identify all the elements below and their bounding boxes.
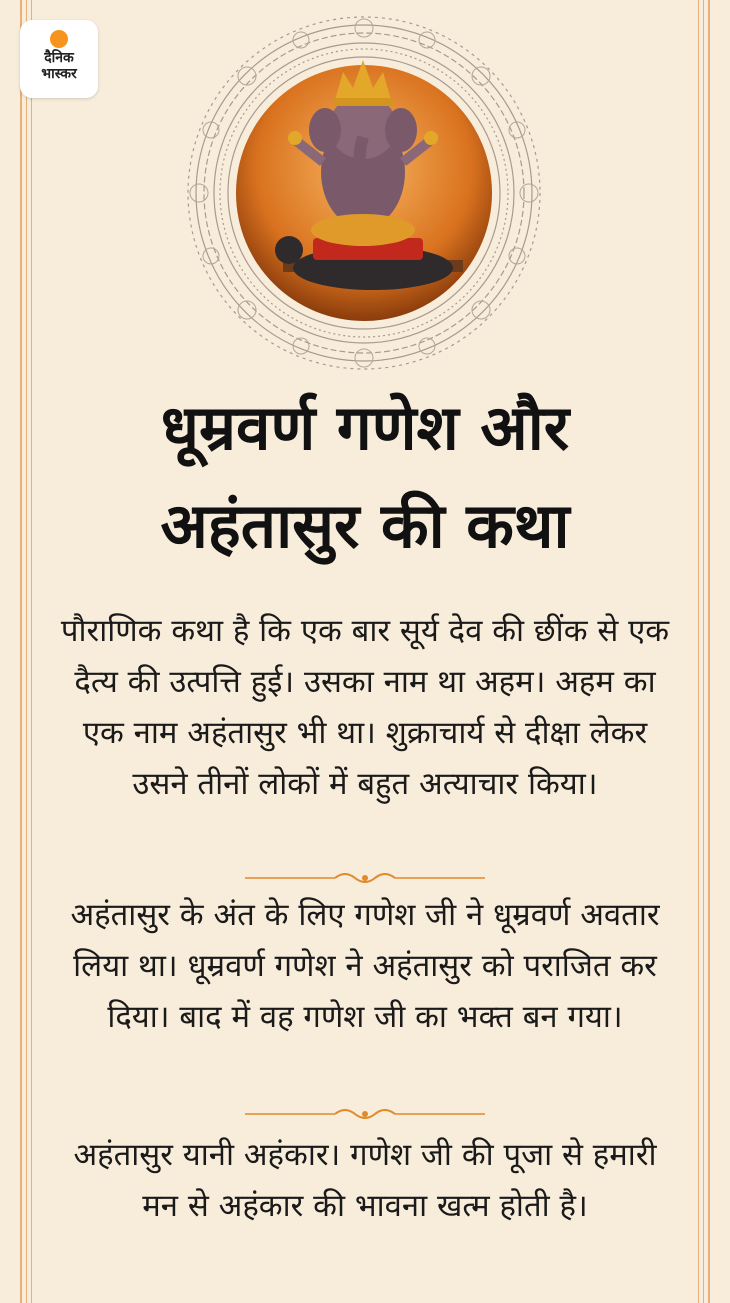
story-paragraph-1: पौराणिक कथा है कि एक बार सूर्य देव की छींक से एक दैत्य की उत्पत्ति हुई। उसका नाम था अहम। अहम का एक नाम अहंतासुर भी था। शुक्राचार्य से दीक्षा लेकर उसने तीनों लोकों में बहुत अत्याचार किया।: [60, 613, 670, 802]
left-border-inner: [31, 0, 32, 1303]
title-line-2: अहंतासुर की कथा: [160, 489, 570, 562]
brand-logo[interactable]: [20, 20, 98, 98]
logo-line2: भास्कर: [41, 66, 77, 82]
left-border-outer: [20, 0, 22, 1303]
right-border-outer: [708, 0, 710, 1303]
story-paragraph-2: अहंतासुर के अंत के लिए गणेश जी ने धूम्रवर्ण अवतार लिया था। धूम्रवर्ण गणेश ने अहंतासुर को पराजित कर दिया। बाद में वह गणेश जी का भक्त बन गया।: [70, 897, 660, 1035]
logo-line1: दैनिक: [44, 50, 74, 66]
ornamental-divider: [245, 868, 485, 888]
sun-icon: [50, 30, 68, 48]
title-line-1: धूम्रवर्ण गणेश और: [160, 391, 570, 464]
right-border-mid: [703, 0, 704, 1303]
story-paragraph-3: अहंतासुर यानी अहंकार। गणेश जी की पूजा से हमारी मन से अहंकार की भावना खत्म होती है।: [73, 1137, 657, 1224]
ornamental-divider: [245, 1104, 485, 1124]
ganesha-medallion: [183, 12, 545, 374]
right-border-inner: [698, 0, 699, 1303]
left-border-mid: [26, 0, 27, 1303]
